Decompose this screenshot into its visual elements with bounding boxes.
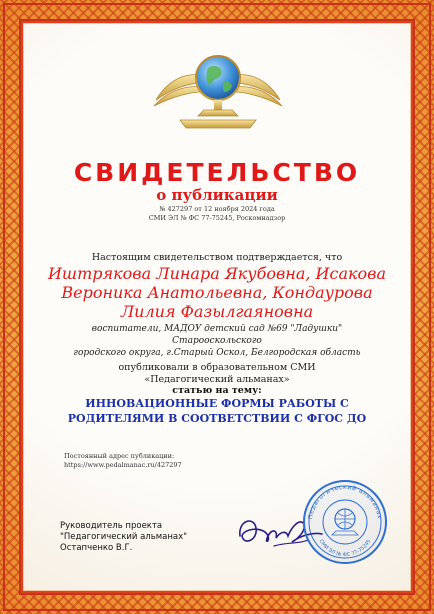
globe-emblem-icon	[150, 42, 286, 134]
author-names	[40, 264, 394, 321]
project-head-name: Остапченко В.Г.	[60, 543, 133, 553]
author-names-line: Иштрякова Линара Якубовна, Исакова	[47, 264, 387, 283]
stamp-ring-top: Педагогический альманах	[307, 483, 383, 520]
author-names-line: Вероника Анатольевна, Кондаурова	[61, 283, 373, 302]
confirm-text: Настоящим свидетельством подтверждается, что	[91, 252, 343, 263]
media-registry: СМИ ЭЛ № ФС 77-75245, Роскомнадзор	[148, 214, 286, 222]
author-names-line: Лилия Фазылгаяновна	[120, 302, 314, 321]
author-position-line: городского округа, г.Старый Оскол, Белгородская область	[73, 348, 361, 358]
project-head-project: "Педагогический альманах"	[60, 532, 188, 542]
article-title-line: ИННОВАЦИОННЫЕ ФОРМЫ РАБОТЫ С	[85, 397, 349, 410]
publication-address	[64, 452, 182, 469]
published-in	[0, 362, 434, 386]
article-label: статью на тему:	[172, 385, 262, 396]
stamp-ring-bottom: СМИ ЭЛ № ФС 77-75245	[317, 538, 373, 559]
published-in-line: опубликовали в образовательном СМИ	[118, 362, 316, 373]
article-title	[40, 396, 394, 426]
project-head	[60, 521, 187, 554]
address-label: Постоянный адрес публикации:	[64, 452, 175, 460]
project-head-role: Руководитель проекта	[60, 521, 163, 531]
certificate-number: № 427297 от 12 ноября 2024 года	[159, 205, 275, 213]
stamp-icon	[302, 479, 388, 565]
certificate-title: СВИДЕТЕЛЬСТВО	[73, 158, 361, 187]
article-title-line: РОДИТЕЛЯМИ В СООТВЕТСТВИИ С ФГОС ДО	[67, 412, 367, 425]
author-position-line: воспитатели, МАДОУ детский сад №69 "Ладушки" Старооскольского	[91, 324, 343, 346]
address-link[interactable]: https://www.pedalmanac.ru/427297	[64, 460, 182, 469]
certificate-subtitle: о публикации	[156, 186, 278, 204]
published-in-line: «Педагогический альманах»	[144, 374, 290, 385]
author-position	[50, 323, 384, 359]
